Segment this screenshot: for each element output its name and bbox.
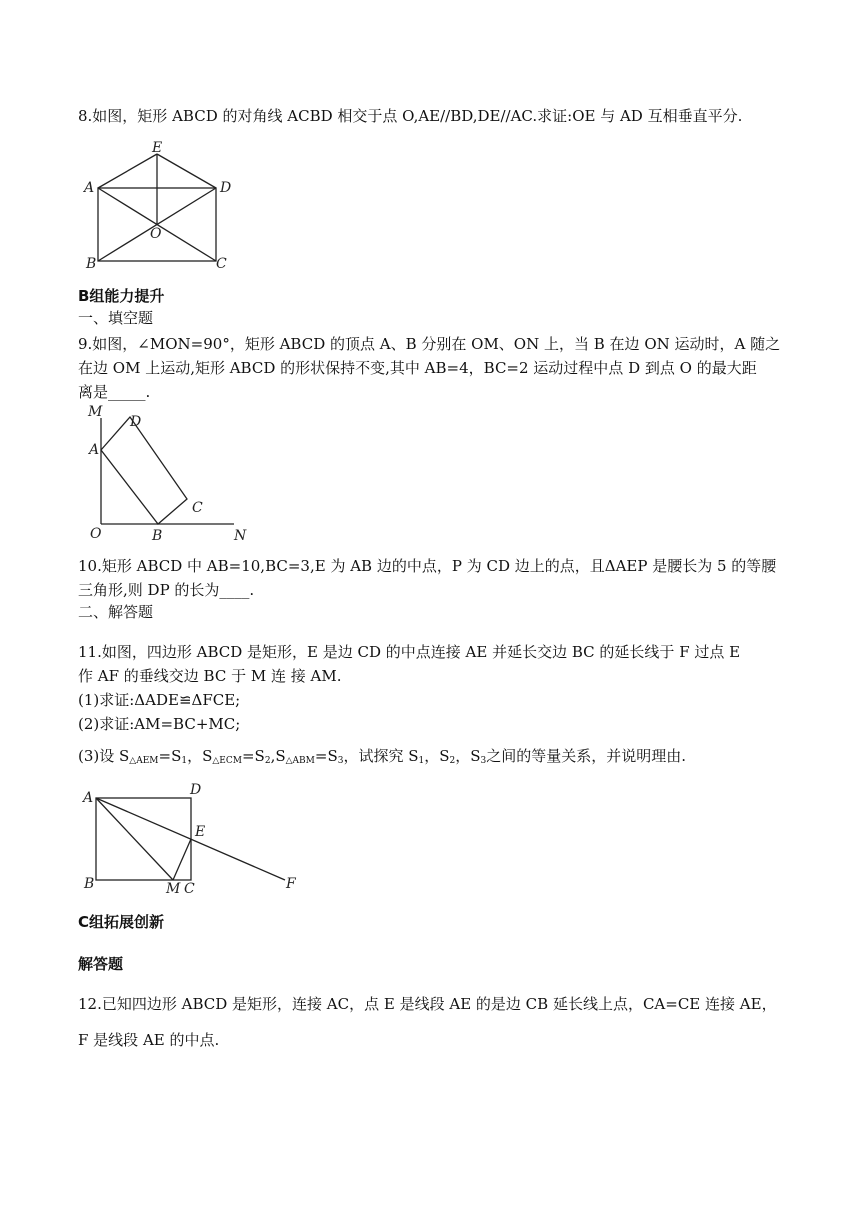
q9-line2: 在边 OM 上运动,矩形 ABCD 的形状保持不变,其中 AB=4，BC=2 运动过程中点 D 到点 O 的最大距 <box>78 359 757 377</box>
q9-label-m: M <box>88 404 103 420</box>
q11-part1: (1)求证:ΔADE≌ΔFCE; <box>78 691 241 709</box>
q8-figure <box>80 140 240 275</box>
section-fill-in: 一、填空题 <box>78 309 154 327</box>
q9-label-n: N <box>234 528 247 542</box>
q11-label-f: F <box>286 876 296 892</box>
q12-line2: F 是线段 AE 的中点. <box>78 1031 220 1049</box>
q11-line1: 11.如图，四边形 ABCD 是矩形，E 是边 CD 的中点连接 AE 并延长交边 BC 的延长线于 F 过点 E <box>78 643 741 661</box>
group-c-section: 解答题 <box>78 955 124 973</box>
q9-label-d: D <box>130 414 142 430</box>
q8-label-e: E <box>152 140 163 156</box>
q9-figure <box>84 402 254 542</box>
q11-label-e: E <box>195 824 206 840</box>
q10-line2: 三角形,则 DP 的长为____. <box>78 581 255 599</box>
q11-label-d: D <box>190 782 202 798</box>
q12-line1: 12.已知四边形 ABCD 是矩形，连接 AC，点 E 是线段 AE 的是边 CB 延长线上点，CA=CE 连接 AE， <box>78 995 777 1013</box>
q11-part3: (3)设 $S_{\triangle AEM}=S_1$，$S_{\triangle ECM}=S_2,S_{\triangle ABM}=S_3$，试探究 $S_1$，$S_2$，$S_3$之间的等量关系，并说明理由. <box>78 747 687 766</box>
q8-label-b: B <box>86 256 97 272</box>
q11-label-b: B <box>84 876 95 892</box>
q9-label-a: A <box>89 442 100 458</box>
q10-line1: 10.矩形 ABCD 中 AB=10,BC=3,E 为 AB 边的中点，P 为 CD 边上的点，且ΔAEP 是腰长为 5 的等腰 <box>78 557 777 575</box>
q9-label-o: O <box>90 526 102 542</box>
q9-line1: 9.如图，∠MON=90°，矩形 ABCD 的顶点 A、B 分别在 OM、ON 上，当 B 在边 ON 运动时，A 随之 <box>78 335 781 353</box>
q9-line3: 离是_____. <box>78 383 151 401</box>
q8-text: 8.如图，矩形 ABCD 的对角线 ACBD 相交于点 O,AE//BD,DE//AC.求证:OE 与 AD 互相垂直平分. <box>78 107 743 125</box>
q11-label-c: C <box>184 881 195 895</box>
q11-line2: 作 AF 的垂线交边 BC 于 M 连 接 AM. <box>78 667 342 685</box>
q11-label-a: A <box>83 790 94 806</box>
q9-label-b: B <box>152 528 163 542</box>
q11-part2: (2)求证:AM=BC+MC; <box>78 715 241 733</box>
q8-label-d: D <box>220 180 232 196</box>
q8-label-a: A <box>84 180 95 196</box>
group-b-title: B组能力提升 <box>78 287 165 305</box>
q9-label-c: C <box>192 500 203 516</box>
q8-label-o: O <box>150 226 162 242</box>
section-answer: 二、解答题 <box>78 603 154 621</box>
q8-label-c: C <box>216 256 227 272</box>
q11-figure <box>80 780 310 895</box>
group-c-title: C组拓展创新 <box>78 913 165 931</box>
q11-label-m: M <box>166 881 181 895</box>
